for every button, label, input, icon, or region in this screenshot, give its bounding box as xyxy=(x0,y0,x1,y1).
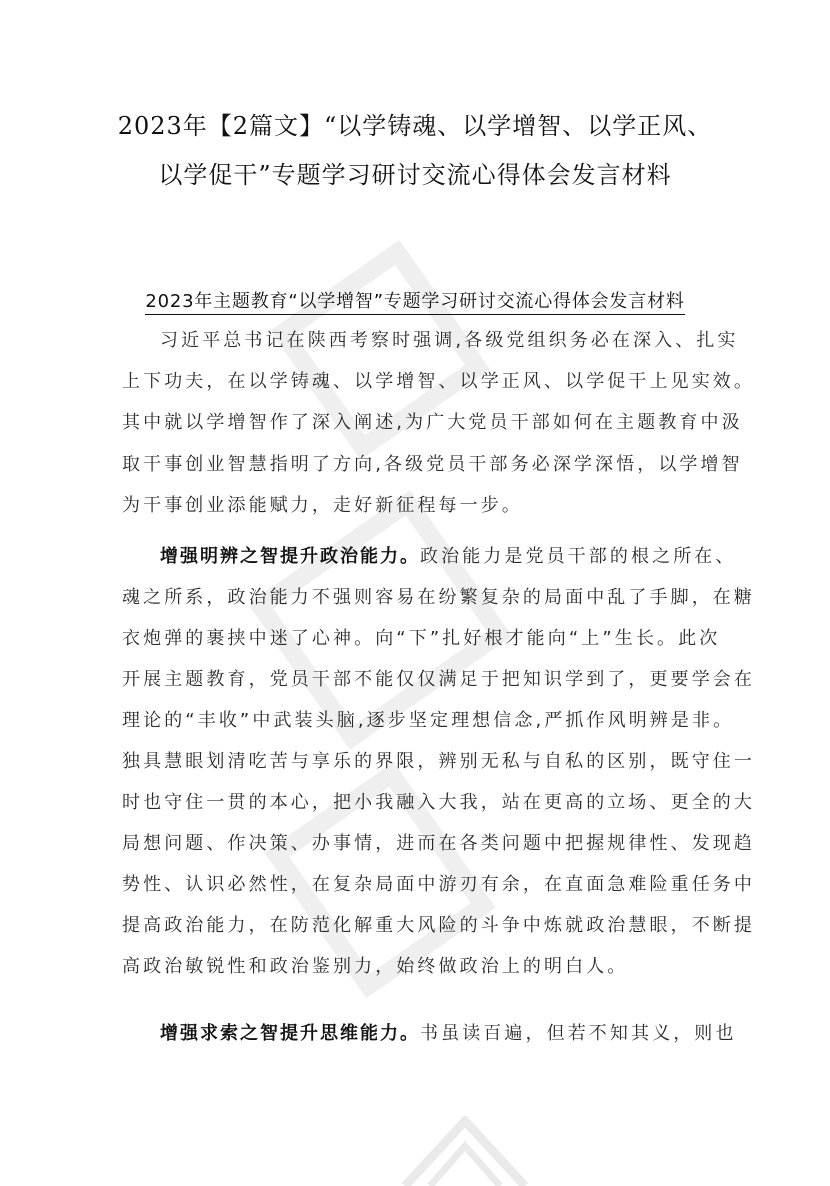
paragraph-2-line-2: 魂之所系，政治能力不强则容易在纷繁复杂的局面中乱了手脚，在糖 xyxy=(122,587,755,608)
article-subtitle xyxy=(0,287,830,313)
paragraph-2-line-9: 势性、认识必然性，在复杂局面中游刃有余，在直面急难险重任务中 xyxy=(122,874,755,895)
paragraph-2-line-11: 高政治敏锐性和政治鉴别力，始终做政治上的明白人。 xyxy=(122,956,629,977)
document-title-line-2: 以学促干”专题学习研讨交流心得体会发言材料 xyxy=(158,161,672,189)
paragraph-3-line-1 xyxy=(160,1022,737,1046)
paragraph-2-line-4: 开展主题教育，党员干部不能仅仅满足于把知识学到了，更要学会在 xyxy=(122,669,755,690)
paragraph-2-line-7: 时也守住一贯的本心，把小我融入大我，站在更高的立场、更全的大 xyxy=(122,792,755,813)
paragraph-1-line-1: 习近平总书记在陕西考察时强调,各级党组织务必在深入、扎实 xyxy=(160,330,739,351)
paragraph-2-line-3: 衣炮弹的裹挟中迷了心神。向“下”扎好根才能向“上”生长。此次 xyxy=(122,628,721,649)
paragraph-2-line-1 xyxy=(160,545,737,569)
watermark-logo-bottom-icon xyxy=(400,1116,530,1186)
paragraph-2-line-8: 局想问题、作决策、办事情，进而在各类问题中把握规律性、发现趋 xyxy=(122,833,755,854)
paragraph-2-line-10: 提高政治能力，在防范化解重大风险的斗争中炼就政治慧眼，不断提 xyxy=(122,915,755,936)
paragraph-1-line-5: 为干事创业添能赋力，走好新征程每一步。 xyxy=(122,495,523,516)
paragraph-2-first-line-rest: 政治能力是党员干部的根之所在、 xyxy=(420,546,737,567)
article-subtitle-text: 2023年主题教育“以学增智”专题学习研讨交流心得体会发言材料 xyxy=(145,291,684,315)
paragraph-2-line-5: 理论的“丰收”中武装头脑,逐步坚定理想信念,严抓作风明辨是非。 xyxy=(122,710,735,731)
paragraph-2-line-6: 独具慧眼划清吃苦与享乐的界限，辨别无私与自私的区别，既守住一 xyxy=(122,751,755,772)
paragraph-2-heading: 增强明辨之智提升政治能力。 xyxy=(160,546,420,567)
paragraph-1-line-4: 取干事创业智慧指明了方向,各级党员干部务必深学深悟，以学增智 xyxy=(122,454,743,475)
paragraph-3-first-line-rest: 书虽读百遍，但若不知其义，则也 xyxy=(420,1023,737,1044)
paragraph-1-line-3: 其中就以学增智作了深入阐述,为广大党员干部如何在主题教育中汲 xyxy=(122,412,743,433)
paragraph-3-heading: 增强求索之智提升思维能力。 xyxy=(160,1023,420,1044)
paragraph-1-line-2: 上下功夫，在以学铸魂、以学增智、以学正风、以学促干上见实效。 xyxy=(122,371,755,392)
document-title-line-1: 2023年【2篇文】“以学铸魂、以学增智、以学正风、 xyxy=(117,112,713,140)
